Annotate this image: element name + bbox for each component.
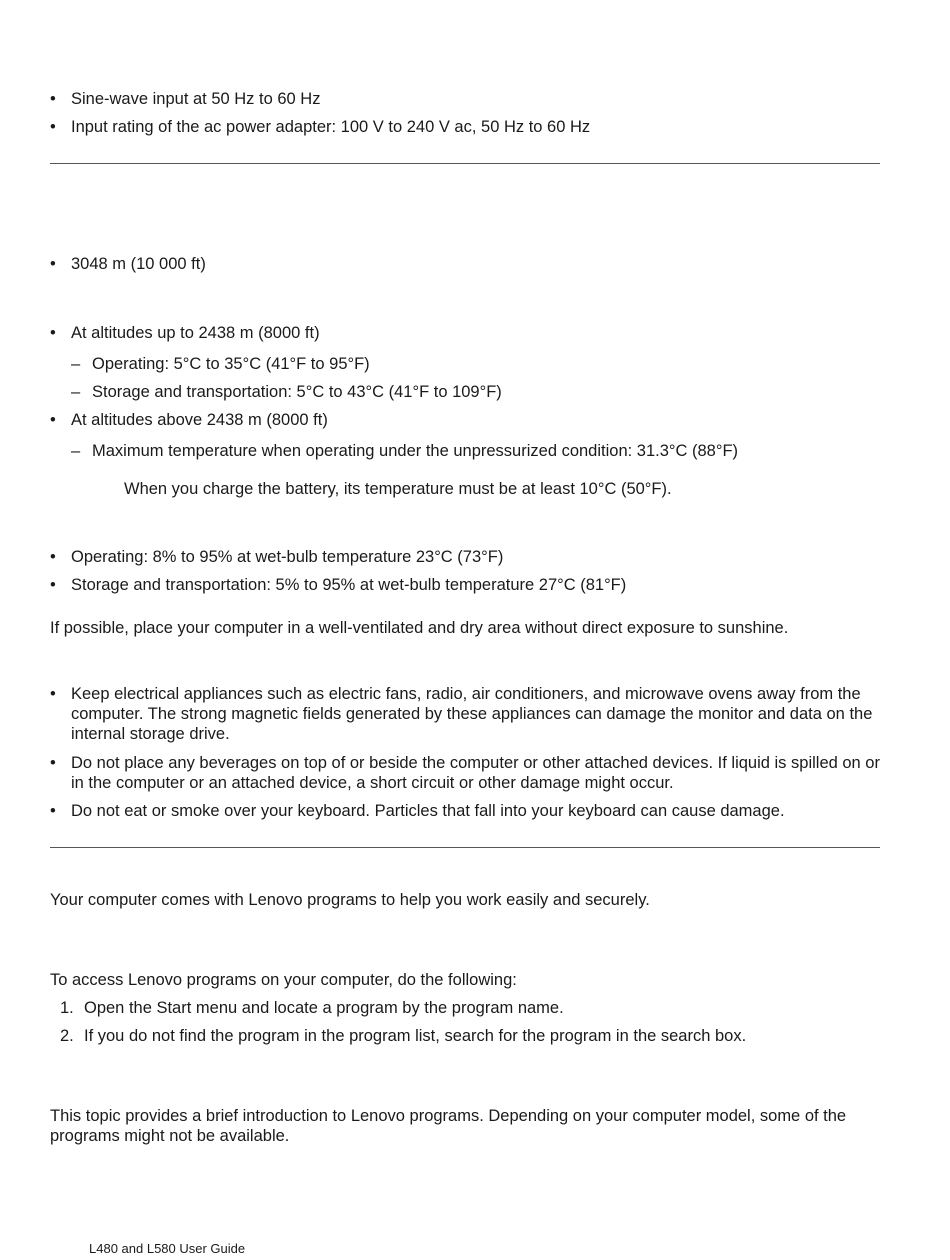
altitude-spec: 3048 m (10 000 ft) (71, 255, 206, 273)
programs-intro: Your computer comes with Lenovo programs to help you work easily and securely. (50, 891, 650, 909)
section-divider (50, 847, 880, 848)
dash: – (71, 383, 81, 401)
temperature-max-unpressurized: Maximum temperature when operating under the unpressurized condition: 31.3°C (88°F) (92, 442, 739, 460)
caution-appliances: Keep electrical appliances such as electric fans, radio, air conditioners, and microwave ovens away from the computer. The strong magnetic fields generated by these appliances can damage the monitor and data on the internal storage drive. (71, 685, 873, 743)
access-programs-intro: To access Lenovo programs on your computer, do the following: (50, 971, 517, 989)
caution-keyboard: Do not eat or smoke over your keyboard. Particles that fall into your keyboard can cause damage. (71, 802, 785, 820)
bullet: • (50, 324, 56, 342)
step-number: 2. (60, 1027, 74, 1045)
temperature-high-altitude: At altitudes above 2438 m (8000 ft) (71, 411, 328, 429)
temperature-low-altitude: At altitudes up to 2438 m (8000 ft) (71, 324, 320, 342)
step-text: If you do not find the program in the program list, search for the program in the search box. (84, 1027, 747, 1045)
bullet: • (50, 118, 56, 136)
battery-note: When you charge the battery, its temperature must be at least 10°C (50°F). (124, 480, 672, 498)
programs-overview: This topic provides a brief introduction to Lenovo programs. Depending on your computer model, some of the programs might not be available. (50, 1107, 847, 1145)
humidity-storage: Storage and transportation: 5% to 95% at wet-bulb temperature 27°C (81°F) (71, 576, 627, 594)
temperature-operating: Operating: 5°C to 35°C (41°F to 95°F) (92, 355, 370, 373)
bullet: • (50, 685, 56, 703)
bullet: • (50, 90, 56, 108)
bullet: • (50, 411, 56, 429)
caution-beverages: Do not place any beverages on top of or beside the computer or other attached devices. If liquid is spilled on or in the computer or an attached device, a short circuit or other damage might occur. (71, 754, 880, 792)
dash: – (71, 442, 81, 460)
bullet: • (50, 548, 56, 566)
bullet: • (50, 576, 56, 594)
bullet: • (50, 802, 56, 820)
power-spec-input-rating: Input rating of the ac power adapter: 100 V to 240 V ac, 50 Hz to 60 Hz (71, 118, 591, 136)
ventilation-paragraph: If possible, place your computer in a well-ventilated and dry area without direct exposure to sunshine. (50, 619, 789, 637)
temperature-storage: Storage and transportation: 5°C to 43°C (41°F to 109°F) (92, 383, 502, 401)
humidity-operating: Operating: 8% to 95% at wet-bulb temperature 23°C (73°F) (71, 548, 504, 566)
step-text: Open the Start menu and locate a program by the program name. (84, 999, 564, 1017)
step-number: 1. (60, 999, 74, 1017)
power-spec-sine-wave: Sine-wave input at 50 Hz to 60 Hz (71, 90, 321, 108)
dash: – (71, 355, 81, 373)
bullet: • (50, 255, 56, 273)
footer-guide-title: L480 and L580 User Guide (89, 1241, 246, 1256)
bullet: • (50, 754, 56, 772)
section-divider (50, 163, 880, 164)
